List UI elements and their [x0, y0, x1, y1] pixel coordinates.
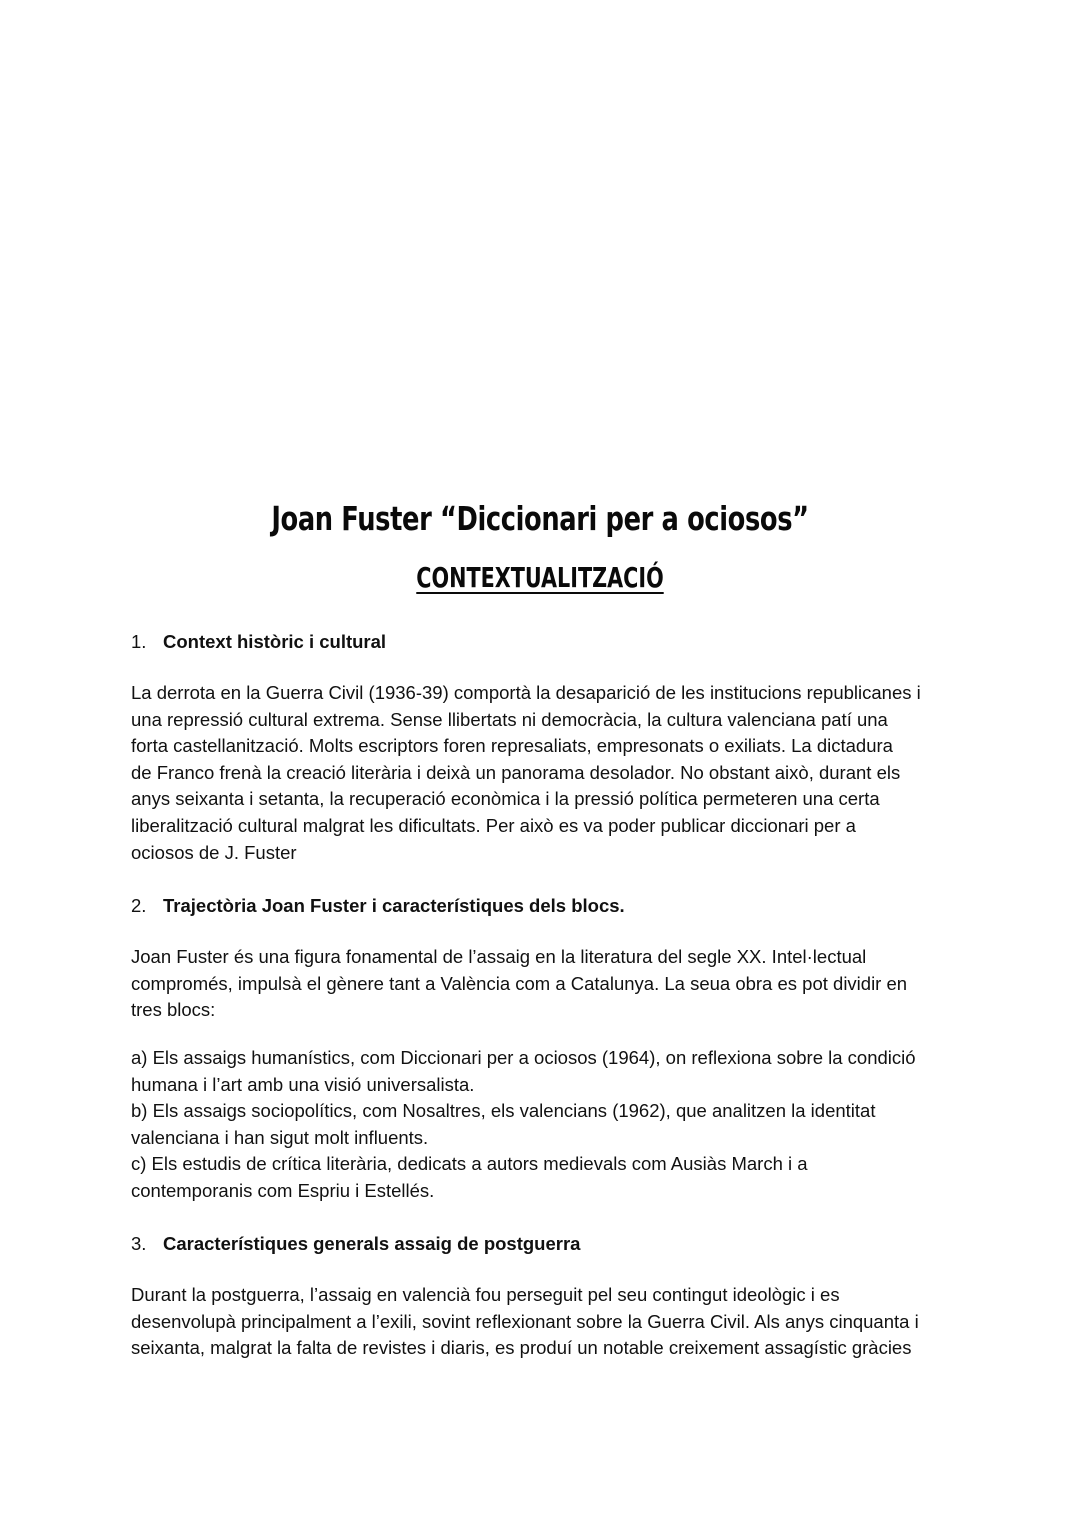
text-line: forta castellanització. Molts escriptors foren represaliats, empresonats o exiliats. La dictadura — [131, 735, 893, 757]
text-line: Durant la postguerra, l’assaig en valencià fou perseguit pel seu contingut ideològic i es — [131, 1284, 840, 1305]
section-title: Trajectòria Joan Fuster i característiques dels blocs. — [163, 895, 625, 916]
section-title: Context històric i cultural — [163, 631, 387, 652]
paragraph-trajectory — [131, 944, 991, 1024]
list-item-a-cont: humana i l’art amb una visió universalista. — [131, 1073, 475, 1095]
list-item-c: c) Els estudis de crítica literària, dedicats a autors medievals com Ausiàs March i a — [131, 1153, 808, 1175]
text-line: compromés, impulsà el gènere tant a València com a Catalunya. La seua obra es pot dividir en — [131, 972, 908, 994]
document-subtitle — [140, 558, 939, 598]
text-line: de Franco frenà la creació literària i deixà un panorama desolador. No obstant això, durant els — [131, 761, 901, 783]
paragraph-postwar — [131, 1282, 991, 1362]
paragraph-context — [131, 680, 991, 866]
section-heading-2 — [131, 893, 625, 919]
section-number: 1. — [131, 631, 147, 652]
text-line: seixanta, malgrat la falta de revistes i diaris, es produí un notable creixement assagístic gràcies — [131, 1337, 912, 1359]
list-item-b-cont: valenciana i han sigut molt influents. — [131, 1126, 429, 1148]
section-heading-3 — [131, 1231, 580, 1257]
text-line: tres blocs: — [131, 999, 216, 1021]
list-item-c-cont: contemporanis com Espriu i Estellés. — [131, 1179, 435, 1201]
list-item-a: a) Els assaigs humanístics, com Diccionari per a ociosos (1964), on reflexiona sobre la condició — [131, 1047, 916, 1068]
document-title: Joan Fuster “Diccionari per a ociosos” — [271, 499, 809, 538]
section-heading-1 — [131, 629, 386, 655]
text-line: desenvolupà principalment a l’exili, sovint reflexionant sobre la Guerra Civil. Als anys cinquanta i — [131, 1310, 919, 1332]
text-line: una repressió cultural extrema. Sense llibertats ni democràcia, la cultura valenciana patí una — [131, 708, 888, 730]
text-line: La derrota en la Guerra Civil (1936-39) comportà la desaparició de les institucions republicanes i — [131, 682, 921, 703]
text-line: Joan Fuster és una figura fonamental de l’assaig en la literatura del segle XX. Intel·lectual — [131, 946, 867, 967]
list-item-b: b) Els assaigs sociopolítics, com Nosaltres, els valencians (1962), que analitzen la identitat — [131, 1100, 876, 1122]
text-line: ociosos de J. Fuster — [131, 841, 297, 863]
section-number: 2. — [131, 895, 147, 916]
section-number: 3. — [131, 1233, 147, 1254]
section-title: Característiques generals assaig de postguerra — [163, 1233, 581, 1254]
subtitle-text: CONTEXTUALITZACIÓ — [416, 561, 664, 594]
text-line: anys seixanta i setanta, la recuperació econòmica i la pressió política permeteren una certa — [131, 788, 880, 810]
text-line: liberalització cultural malgrat les dificultats. Per això es va poder publicar diccionari per a — [131, 814, 856, 836]
paragraph-blocks-list — [131, 1045, 991, 1205]
